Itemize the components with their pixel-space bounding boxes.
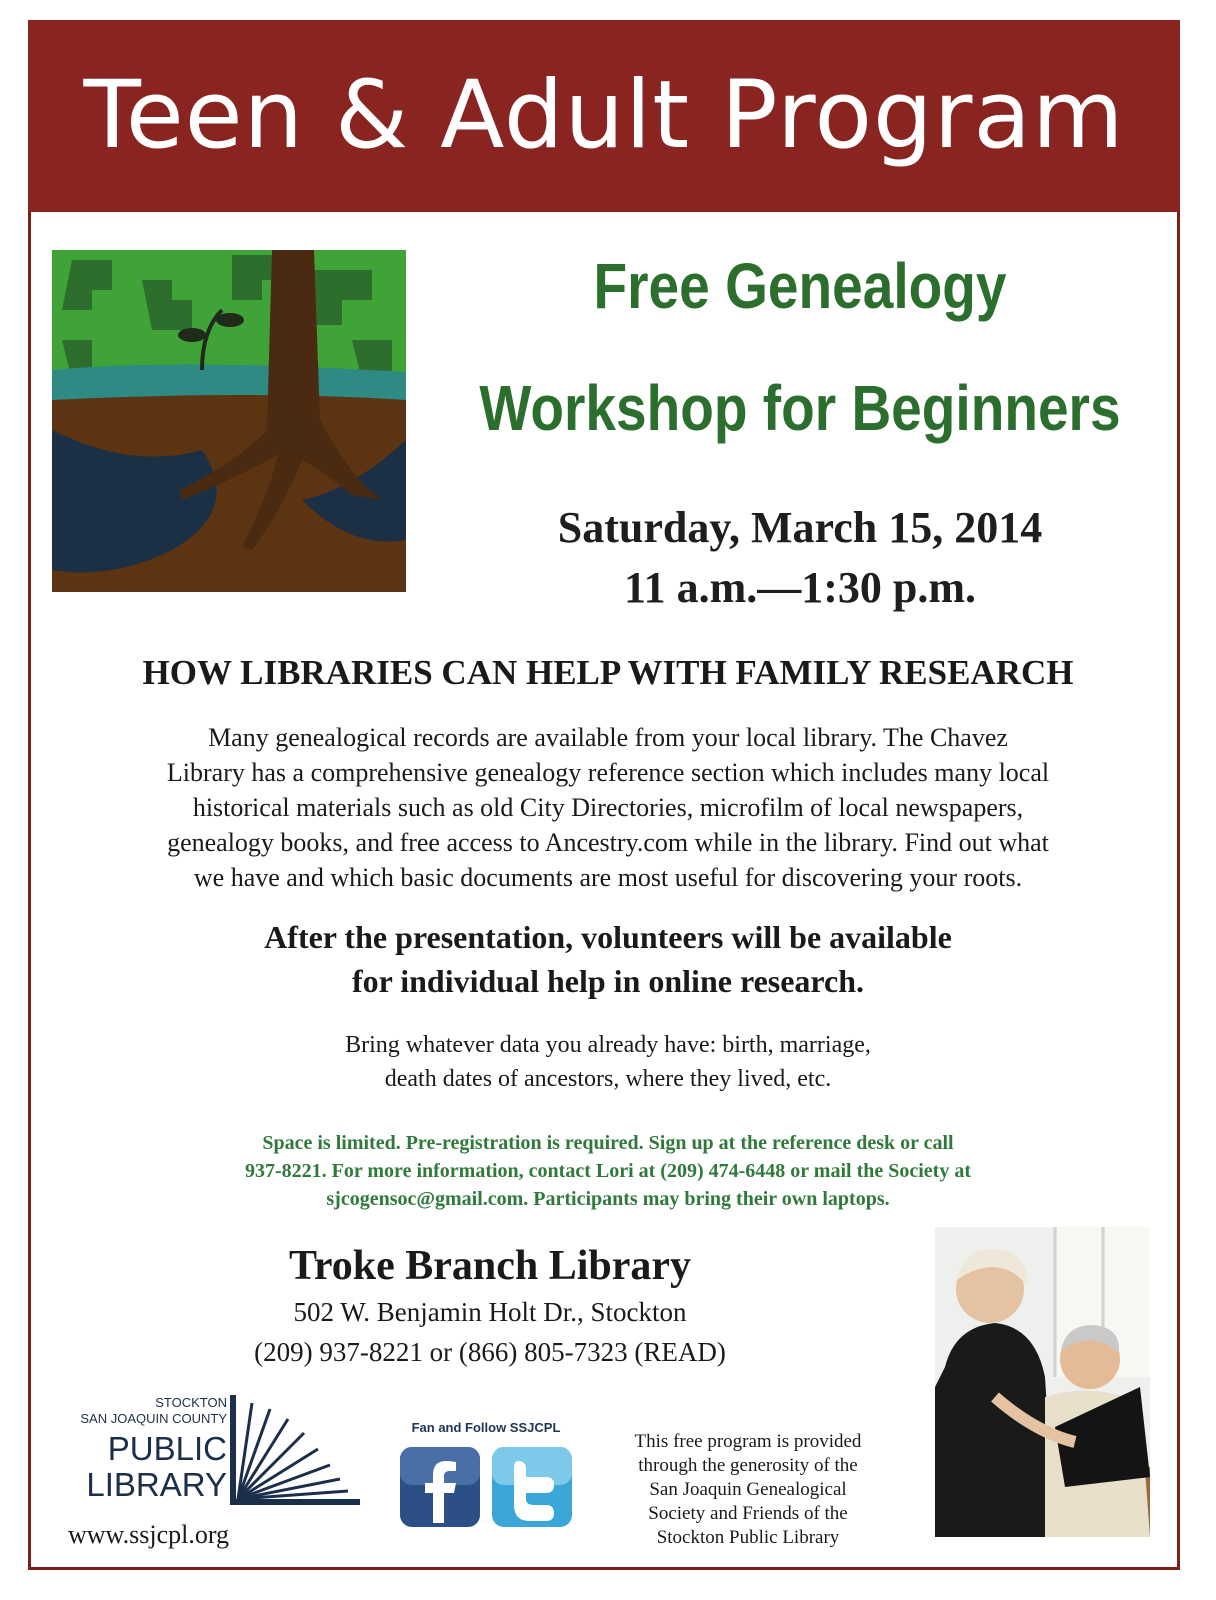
branch-name: Troke Branch Library — [288, 1243, 692, 1289]
tree-roots-illustration — [52, 250, 406, 592]
book-fan-icon — [230, 1395, 362, 1513]
seniors-laptop-photo — [935, 1227, 1150, 1537]
section-body: Many genealogical records are available from your local library. The Chavez Library has a comprehensive genealogy reference section which includes many local historical materials such as old City Directories, microfilm of local newspapers, genealogy books, and free access to Ancestry.com while in the library. Find out what we have and which basic documents are most useful for discovering your roots. — [166, 723, 1050, 892]
social-label: Fan and Follow SSJCPL — [411, 1420, 561, 1435]
twitter-icon[interactable] — [490, 1445, 574, 1529]
headline-line-1: Free Genealogy — [593, 250, 1007, 322]
registration-info: Space is limited. Pre-registration is required. Sign up at the reference desk or call 937-8221. For more information, contact Lori at (209) 474-6448 or mail the Society at sjcogensoc@gmail.com. Participants may bring their own laptops. — [245, 1132, 971, 1210]
program-credit: This free program is provided through the generosity of the San Joaquin Genealogical Society and Friends of the Stockton Public Library — [634, 1431, 862, 1548]
ssjcpl-logo — [62, 1395, 362, 1525]
branch-phone: (209) 937-8221 or (866) 805-7323 (READ) — [254, 1337, 726, 1367]
library-website[interactable]: www.ssjcpl.org — [68, 1520, 230, 1549]
logo-library: LIBRARY — [86, 1466, 227, 1503]
volunteer-callout: After the presentation, volunteers will be available for individual help in online research. — [264, 919, 952, 999]
bring-data-note: Bring whatever data you already have: birth, marriage, death dates of ancestors, where they lived, etc. — [345, 1032, 871, 1092]
headline-line-2: Workshop for Beginners — [479, 372, 1121, 444]
facebook-icon[interactable] — [398, 1445, 482, 1529]
section-heading: HOW LIBRARIES CAN HELP WITH FAMILY RESEARCH — [142, 653, 1074, 692]
logo-county: SAN JOAQUIN COUNTY — [80, 1411, 227, 1426]
branch-address: 502 W. Benjamin Holt Dr., Stockton — [293, 1297, 687, 1327]
logo-public: PUBLIC — [107, 1430, 227, 1467]
event-date: Saturday, March 15, 2014 — [557, 503, 1043, 552]
event-time: 11 a.m.—1:30 p.m. — [624, 563, 976, 612]
banner-title: Teen & Adult Program — [83, 61, 1125, 170]
banner — [28, 20, 1180, 212]
logo-stockton: STOCKTON — [155, 1395, 227, 1410]
